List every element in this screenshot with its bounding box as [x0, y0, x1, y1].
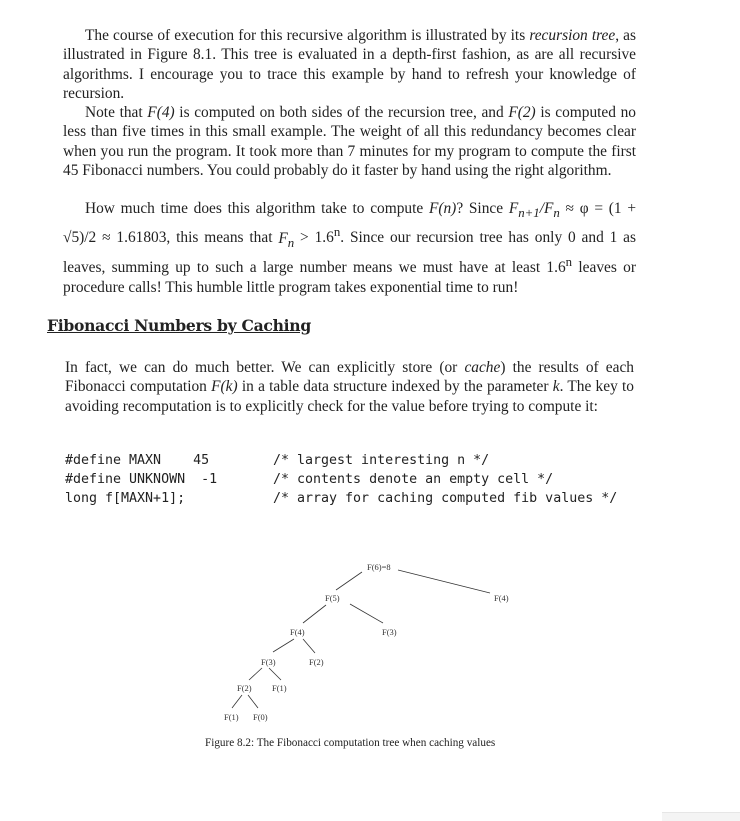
- code-comment-maxn: /* largest interesting n */: [273, 453, 490, 468]
- code-line-define-maxn: #define MAXN 45: [65, 453, 210, 468]
- paragraph-exponential-time: How much time does this algorithm take to compute F(n)? Since $F_{n+1}/F_n \approx \varphi = (1 + √5)/2 \approx 1.61803$, this means that $F_n > 1.6^n$. Since our recursion tree has only 0 and 1 as leaves, summing up to such a large number means we must have at least 1.6$^n$ leaves or procedure calls! This humble little program takes exponential time to run!: [63, 200, 637, 296]
- figure-caption: Figure 8.2: The Fibonacci computation tree when caching values: [205, 737, 496, 749]
- paragraph-recursion-tree: The course of execution for this recursive algorithm is illustrated by its recursion tree, as illustrated in Figure 8.1. This tree is evaluated in a depth-first fashion, as are all recursive algorithms. I encourage you to trace this example by hand to refresh your knowledge of recursion.: [63, 27, 637, 103]
- code-comment-array: /* array for caching computed fib values */: [273, 491, 618, 506]
- node-f1-right: F(1): [272, 683, 287, 693]
- math-fk: F(k): [211, 378, 238, 396]
- paragraph-redundancy: Note that F(4) is computed on both sides of the recursion tree, and F(2) is computed no less than five times in this small example. The weight of all this redundancy becomes clear when you run the program. It took more than 7 minutes for my program to compute the first 45 Fibonacci numbers. You could probably do it faster by hand using the right algorithm.: [63, 104, 636, 180]
- node-f4: F(4): [290, 627, 305, 637]
- edge-f2-f0: [248, 695, 258, 708]
- edge-f3-f2: [249, 668, 262, 680]
- edge-f4-f3: [273, 639, 294, 652]
- math-f4: F(4): [147, 104, 175, 121]
- emphasis-recursion-tree: recursion tree: [529, 27, 616, 44]
- node-f1: F(1): [224, 712, 239, 722]
- paragraph-caching: In fact, we can do much better. We can explicitly store (or cache) the results of each Fibonacci computation F(k) in a table data structure indexed by the parameter k. The key to avoiding recomputation is to explicitly check for the value before trying to compute it:: [65, 359, 634, 415]
- edge-f3-f1: [269, 668, 281, 680]
- math-fn1: $F_{n+1}/F_n$: [508, 200, 560, 221]
- edge-f5-f3: [350, 604, 383, 623]
- math-fn-bound: $F_n$: [278, 229, 295, 250]
- node-f4-right: F(4): [494, 593, 509, 603]
- node-f5: F(5): [325, 593, 340, 603]
- node-f2-right: F(2): [309, 657, 324, 667]
- node-f6-root: F(6)=8: [367, 562, 391, 572]
- math-f2: F(2): [508, 104, 536, 121]
- code-line-array: long f[MAXN+1];: [65, 491, 186, 506]
- edge-f6-f5: [336, 572, 362, 590]
- node-f0: F(0): [253, 712, 268, 722]
- node-f3: F(3): [261, 657, 276, 667]
- math-fn: F(n): [428, 200, 457, 217]
- emphasis-cache: cache: [464, 359, 501, 376]
- section-heading: Fibonacci Numbers by Caching: [47, 316, 311, 335]
- edge-f2-f1: [232, 695, 242, 708]
- node-f3-right: F(3): [382, 627, 397, 637]
- node-f2: F(2): [237, 683, 252, 693]
- edge-f6-f4: [398, 570, 490, 593]
- code-comment-unknown: /* contents denote an empty cell */: [273, 472, 554, 487]
- edge-f5-f4: [303, 605, 326, 623]
- code-line-define-unknown: #define UNKNOWN -1: [65, 472, 218, 487]
- edge-f4-f2: [303, 639, 315, 653]
- math-k: k: [552, 378, 560, 396]
